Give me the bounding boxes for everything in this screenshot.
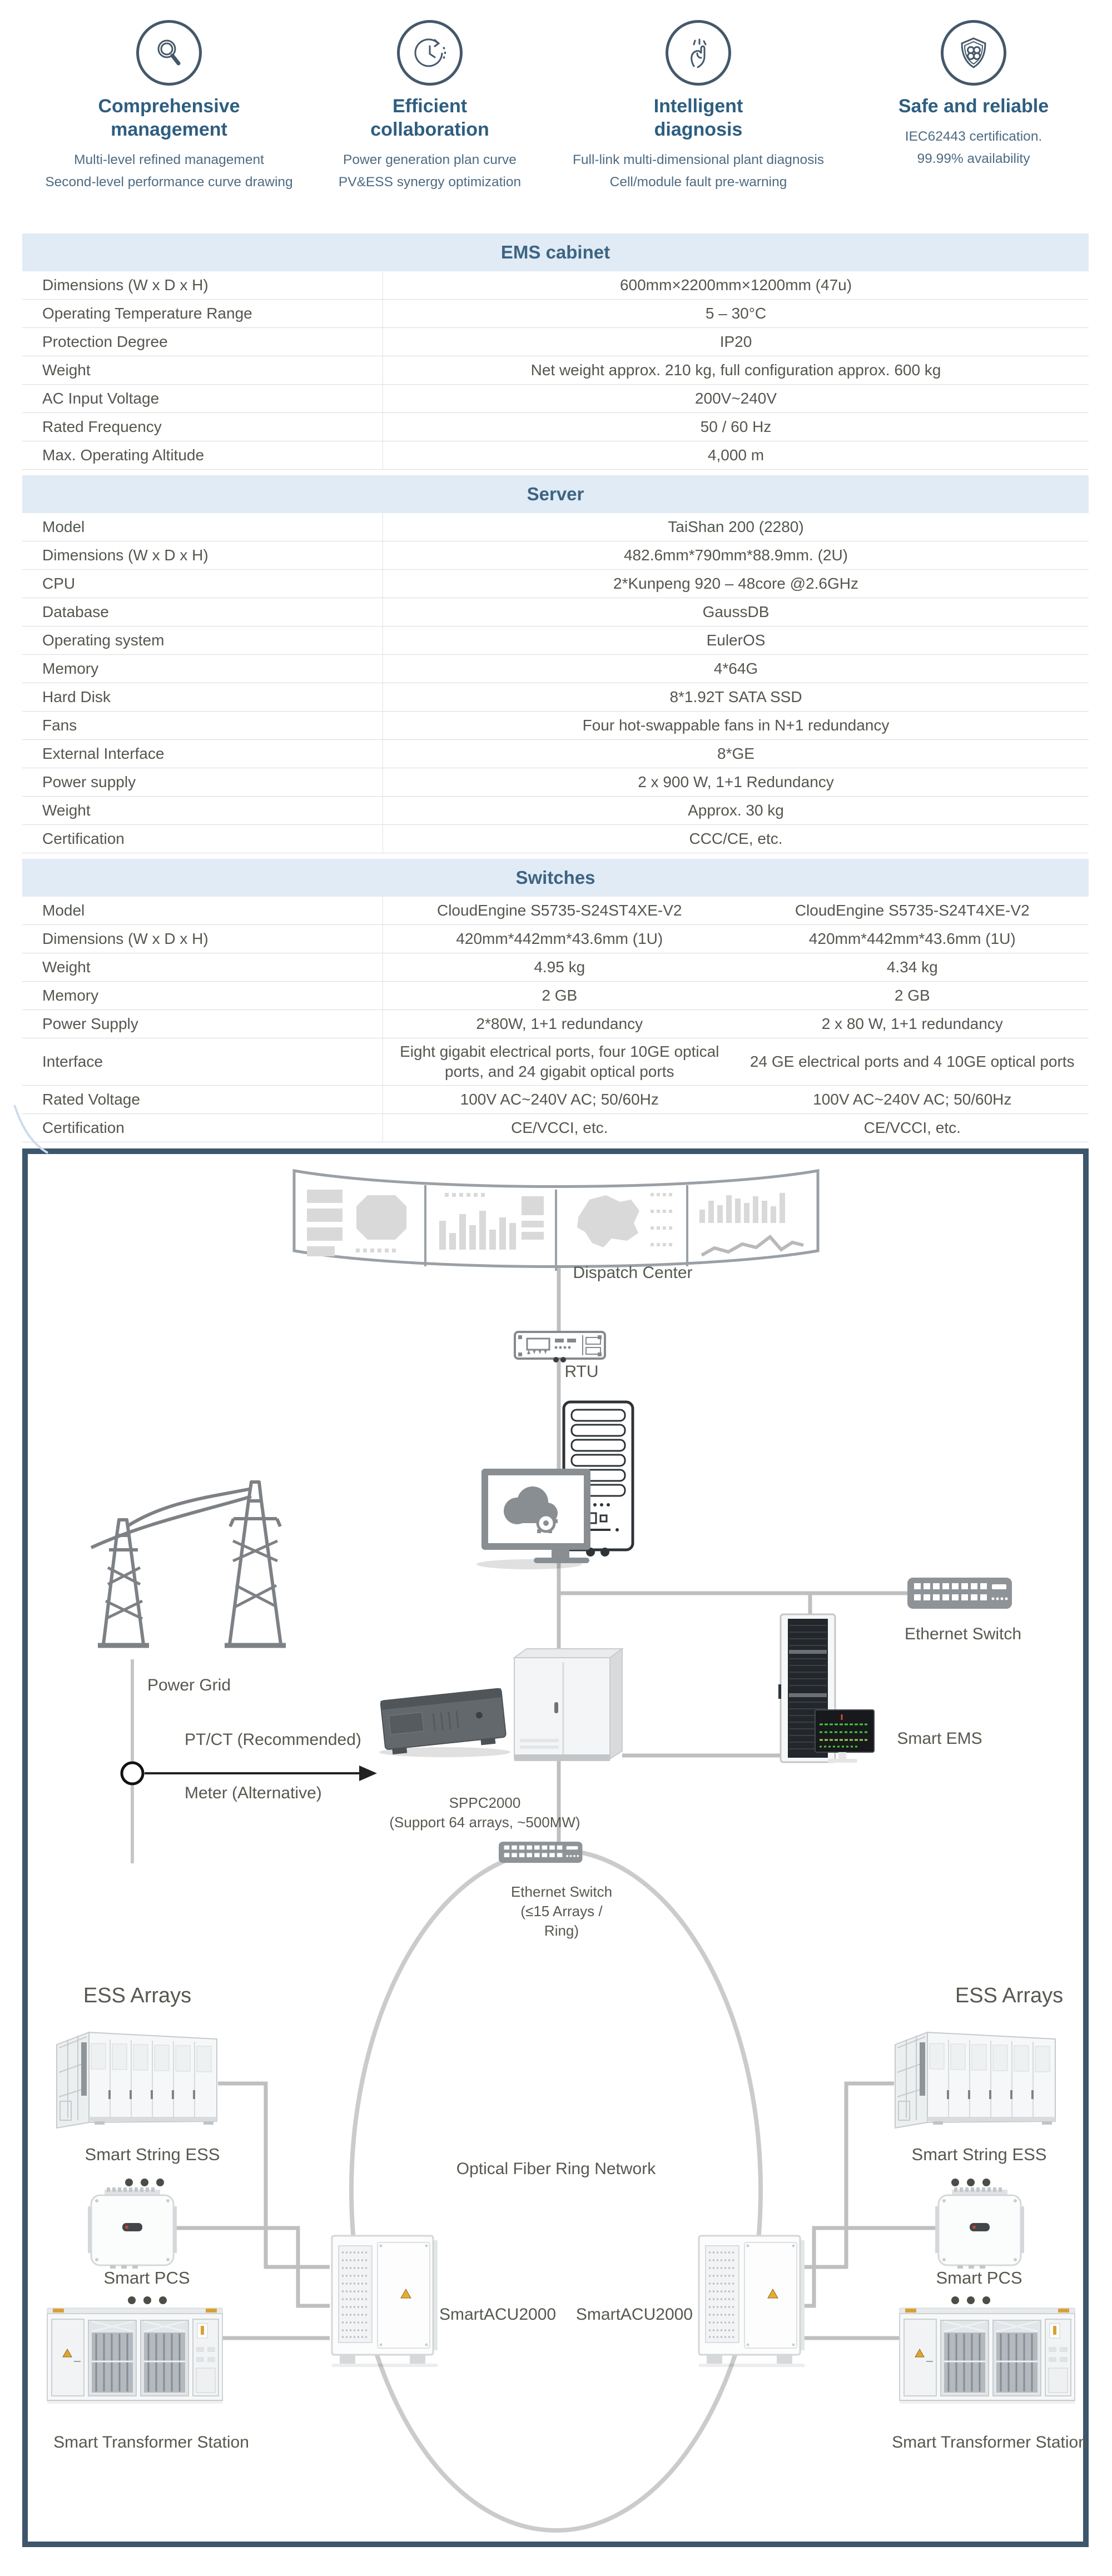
smart-transformer-right-label: Smart Transformer Station [892, 2433, 1088, 2451]
feature-title: Intelligent diagnosis [653, 96, 743, 140]
row-value: 2*80W, 1+1 redundancy [383, 1010, 736, 1038]
row-label: Dimensions (W x D x H) [42, 546, 209, 564]
feature-subtitle: Power generation plan curve PV&ESS synergy optimization [338, 152, 522, 190]
ptct-arrow [145, 1766, 377, 1781]
row-value: Approx. 30 kg [383, 797, 1089, 824]
row-label: Model [42, 518, 85, 535]
ethernet-switch-label: Ethernet Switch [904, 1625, 1022, 1643]
smart-transformer-left [47, 2308, 222, 2404]
row-value: 4.34 kg [886, 958, 938, 976]
smart-string-ess-right-label: Smart String ESS [911, 2145, 1047, 2164]
row-value: CE/VCCI, etc. [863, 1119, 961, 1136]
ethernet-switch-icon [907, 1578, 1012, 1609]
row-label: Max. Operating Altitude [42, 446, 205, 464]
smartacu2000-right-icon [699, 2236, 805, 2367]
smart-pcs-left [88, 2187, 177, 2269]
rtu-icon [515, 1332, 605, 1362]
smart-transformer-right [900, 2308, 1075, 2404]
row-value: TaiShan 200 (2280) [383, 513, 1089, 541]
smart-string-ess-left-label: Smart String ESS [85, 2145, 220, 2164]
table-title: Switches [22, 859, 1089, 897]
table-title: Server [22, 475, 1089, 513]
feature-title: Efficient collaboration [370, 96, 489, 140]
row-label: External Interface [42, 745, 165, 762]
smart-ems-label: Smart EMS [897, 1729, 982, 1748]
ring-network-label: Optical Fiber Ring Network [456, 2160, 656, 2178]
row-label: Power supply [42, 773, 136, 790]
row-label: Hard Disk [42, 688, 111, 705]
row-value: 2*Kunpeng 920 – 48core @2.6GHz [383, 570, 1089, 598]
cloud-monitor-icon [476, 1469, 590, 1569]
row-value: 4*64G [383, 655, 1089, 683]
row-label: Power Supply [42, 1015, 138, 1032]
ess-arrays-right-label: ESS Arrays [955, 1984, 1064, 2007]
row-value: 200V~240V [383, 385, 1089, 412]
row-value: 2 x 900 W, 1+1 Redundancy [383, 768, 1089, 796]
feature-title: Safe and reliable [898, 96, 1049, 117]
row-label: Weight [42, 802, 91, 819]
row-label: Fans [42, 717, 77, 734]
row-label: Weight [42, 958, 91, 976]
smart-pcs-left-label: Smart PCS [103, 2268, 190, 2287]
grid-node [122, 1763, 143, 1784]
row-value: CloudEngine S5735-S24ST4XE-V2 [383, 897, 736, 924]
row-label: Protection Degree [42, 333, 168, 350]
row-label: Memory [42, 987, 99, 1004]
row-value: 50 / 60 Hz [383, 413, 1089, 441]
row-value: CE/VCCI, etc. [383, 1114, 736, 1142]
row-value: 420mm*442mm*43.6mm (1U) [383, 925, 736, 953]
row-label: Database [42, 603, 109, 620]
row-value: 8*GE [383, 740, 1089, 768]
row-value: 2 GB [894, 987, 930, 1004]
ellipsis-dots [125, 2179, 990, 2304]
ring-switch-label: Ethernet Switch (≤15 Arrays / Ring) [510, 1883, 613, 1939]
row-label: AC Input Voltage [42, 390, 160, 407]
row-value: 100V AC~240V AC; 50/60Hz [383, 1086, 736, 1113]
row-label: Certification [42, 830, 125, 847]
sppc2000-label: SPPC2000 (Support 64 arrays, ~500MW) [389, 1794, 580, 1831]
power-grid-label: Power Grid [147, 1676, 231, 1694]
smart-pcs-right-label: Smart PCS [936, 2268, 1022, 2287]
row-value: Four hot-swappable fans in N+1 redundancy [383, 712, 1089, 739]
dispatch-center-video-wall [294, 1171, 818, 1271]
row-value: 600mm×2200mm×1200mm (47u) [383, 271, 1089, 299]
feature-subtitle: IEC62443 certification. 99.99% availability [905, 129, 1042, 166]
row-value: Eight gigabit electrical ports, four 10GE optical ports, and 24 gigabit optical ports [383, 1038, 736, 1085]
feature-subtitle: Multi-level refined management Second-level performance curve drawing [45, 152, 293, 190]
row-value: 5 – 30°C [383, 300, 1089, 327]
sppc2000-controller [379, 1688, 510, 1757]
decorative-swoosh [14, 1105, 48, 1153]
ring-ethernet-switch-icon [499, 1842, 582, 1863]
power-grid-icon [91, 1482, 286, 1645]
dispatch-center-label: Dispatch Center [573, 1264, 693, 1282]
smart-pcs-right [935, 2187, 1024, 2269]
row-label: Certification [42, 1119, 125, 1136]
row-value: CloudEngine S5735-S24T4XE-V2 [795, 902, 1030, 919]
row-value: 420mm*442mm*43.6mm (1U) [808, 930, 1016, 947]
row-label: Dimensions (W x D x H) [42, 930, 209, 947]
row-value: 4,000 m [383, 441, 1089, 469]
smart-transformer-left-label: Smart Transformer Station [53, 2433, 249, 2451]
feature-title: Comprehensive management [98, 96, 240, 140]
row-label: Memory [42, 660, 99, 677]
sppc2000-cabinet [514, 1649, 622, 1761]
row-label: Rated Frequency [42, 418, 162, 435]
smartacu2000-left-label: SmartACU2000 [439, 2305, 557, 2324]
row-label: Weight [42, 361, 91, 379]
row-value: CCC/CE, etc. [383, 825, 1089, 853]
row-label: CPU [42, 575, 76, 592]
row-label: Interface [42, 1053, 103, 1070]
row-value: Net weight approx. 210 kg, full configuration approx. 600 kg [383, 356, 1089, 384]
smart-string-ess-right [895, 2032, 1055, 2128]
row-value: 8*1.92T SATA SSD [383, 683, 1089, 711]
row-value: 2 x 80 W, 1+1 redundancy [821, 1015, 1003, 1032]
ptct-label: PT/CT (Recommended) [185, 1730, 361, 1749]
row-value: 24 GE electrical ports and 4 10GE optical ports [749, 1053, 1075, 1070]
smart-string-ess-left [57, 2032, 217, 2128]
row-value: EulerOS [383, 626, 1089, 654]
row-label: Operating Temperature Range [42, 305, 252, 322]
row-label: Model [42, 902, 85, 919]
table-title: EMS cabinet [22, 233, 1089, 271]
row-label: Rated Voltage [42, 1091, 140, 1108]
row-value: 482.6mm*790mm*88.9mm. (2U) [383, 541, 1089, 569]
smartacu2000-left-icon [332, 2236, 438, 2367]
row-value: 4.95 kg [383, 953, 736, 981]
rtu-label: RTU [564, 1362, 599, 1381]
ess-arrays-left-label: ESS Arrays [83, 1984, 192, 2007]
row-value: 100V AC~240V AC; 50/60Hz [813, 1091, 1012, 1108]
row-value: IP20 [383, 328, 1089, 356]
row-value: 2 GB [383, 982, 736, 1009]
meter-label: Meter (Alternative) [185, 1784, 322, 1802]
optical-fiber-ring [351, 1850, 761, 2530]
row-label: Dimensions (W x D x H) [42, 276, 209, 294]
row-label: Operating system [42, 631, 165, 649]
row-value: GaussDB [383, 598, 1089, 626]
smartacu2000-right-label: SmartACU2000 [575, 2305, 693, 2324]
feature-subtitle: Full-link multi-dimensional plant diagnosis Cell/module fault pre-warning [572, 152, 825, 190]
